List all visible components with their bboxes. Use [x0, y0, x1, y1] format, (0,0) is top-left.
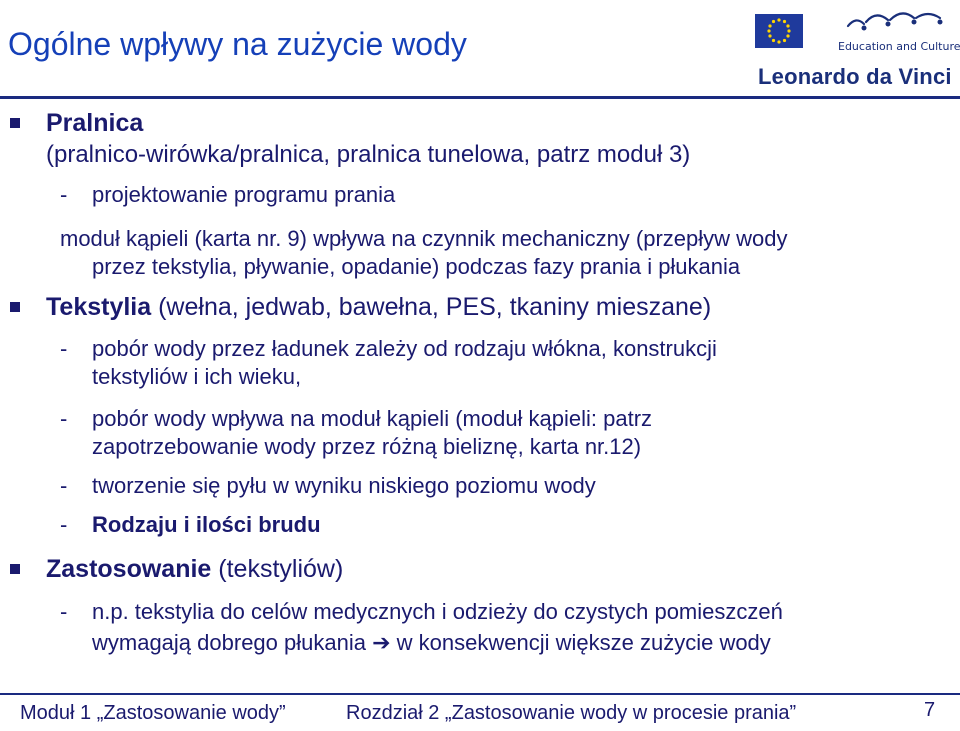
section-heading-pralnica: [46, 108, 143, 138]
section-heading-tekstylia: [46, 292, 711, 322]
heading-zastosowanie: Zastosowanie: [46, 555, 212, 583]
tekstylia-item-4: Rodzaju i ilości brudu: [92, 512, 321, 537]
tekstylia-item-2-line-1: pobór wody wpływa na moduł kąpieli (moduł kąpieli: patrz: [92, 406, 653, 431]
logo-name: Leonardo da Vinci: [758, 64, 952, 89]
zastosowanie-item-1-line-2-b: w konsekwencji większe zużycie wody: [396, 630, 771, 655]
page-number: 7: [924, 699, 936, 721]
dash: -: [60, 512, 68, 537]
subheading-pralnica: (pralnico-wirówka/pralnica, pralnica tunelowa, patrz moduł 3): [46, 141, 691, 168]
zastosowanie-item-1-line-1: n.p. tekstylia do celów medycznych i odzieży do czystych pomieszczeń: [92, 599, 783, 624]
dash: -: [60, 182, 68, 207]
footer-module: Moduł 1 „Zastosowanie wody”: [20, 702, 286, 724]
tekstylia-item-1-line-1: pobór wody przez ładunek zależy od rodzaju włókna, konstrukcji: [92, 336, 717, 361]
pralnica-item-2-line-1: moduł kąpieli (karta nr. 9) wpływa na czynnik mechaniczny (przepływ wody: [60, 226, 788, 251]
tekstylia-item-1-line-2: tekstyliów i ich wieku,: [92, 364, 302, 389]
section-heading-zastosowanie: [46, 554, 343, 584]
pralnica-item-2-line-2: przez tekstylia, pływanie, opadanie) podczas fazy prania i płukania: [92, 254, 741, 279]
heading-tekstylia: Tekstylia: [46, 293, 152, 321]
birds-icon: [844, 8, 954, 38]
eu-flag-icon: [755, 14, 803, 48]
bullet-square-icon: [10, 302, 20, 312]
program-name: Education and Culture: [838, 40, 960, 53]
footer-chapter: Rozdział 2 „Zastosowanie wody w procesie prania”: [346, 702, 797, 724]
bottom-divider: [0, 693, 960, 695]
dash: -: [60, 599, 68, 624]
tekstylia-item-3: tworzenie się pyłu w wyniku niskiego poziomu wody: [92, 473, 596, 498]
top-divider: [0, 96, 960, 99]
pralnica-item-1: projektowanie programu prania: [92, 182, 396, 207]
bullet-square-icon: [10, 564, 20, 574]
dash: -: [60, 406, 68, 431]
leonardo-da-vinci-logo: [752, 6, 960, 96]
heading-zastosowanie-rest: (tekstyliów): [211, 555, 344, 583]
slide-title: Ogólne wpływy na zużycie wody: [8, 26, 467, 62]
zastosowanie-item-1-line-2-a: wymagają dobrego płukania: [92, 630, 366, 655]
right-arrow-icon: ➔: [372, 630, 391, 655]
bullet-square-icon: [10, 118, 20, 128]
dash: -: [60, 336, 68, 361]
tekstylia-item-2-line-2: zapotrzebowanie wody przez różną bieliznę, karta nr.12): [92, 434, 642, 459]
dash: -: [60, 473, 68, 498]
heading-tekstylia-rest: (wełna, jedwab, bawełna, PES, tkaniny mieszane): [151, 293, 712, 321]
zastosowanie-item-1-line-2: [92, 630, 771, 656]
heading-pralnica: Pralnica: [46, 109, 144, 137]
